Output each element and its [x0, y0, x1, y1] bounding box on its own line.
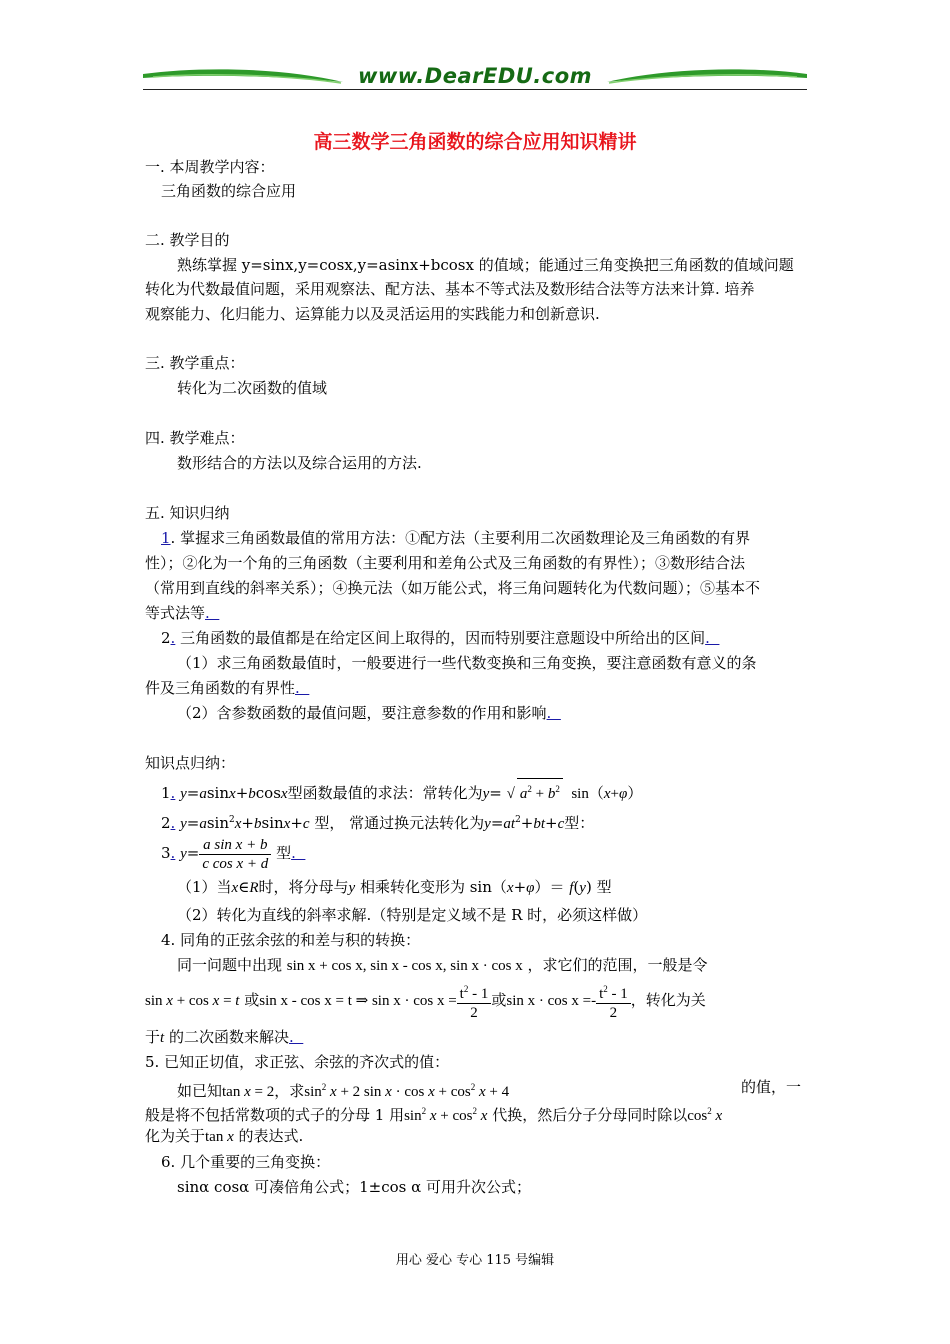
link-marker[interactable]: . [170, 814, 176, 832]
knowledge-item-3-sub-1: （1）当x∈R时，将分母与y 相乘转化变形为 sin（x+φ）＝ f(y) 型 [177, 878, 612, 896]
section-2-line-2: 转化为代数最值问题，采用观察法、配方法、基本不等式法及数形结合法等方法来计算. 培养 [145, 280, 755, 298]
knowledge-item-4-line-3: 于t 的二次函数来解决. [145, 1028, 304, 1046]
knowledge-item-4-line-1: 同一问题中出现 sin x + cos x, sin x - cos x, sin x · cos x ，求它们的范围，一般是令 [177, 956, 708, 974]
page-footer: 用心 爱心 专心 115 号编辑 [395, 1253, 555, 1268]
header-rule [143, 89, 807, 90]
knowledge-item-4-line-2: sin x + cos x = t 或sin x - cos x = t ⇒ sin x · cos x = $\frac{t^2 - 1}{2}$ 或sin x · cos x =- $\frac{t^2 - 1}{2}$ ，转化为关 [145, 980, 706, 1018]
link-marker[interactable]: . [291, 844, 306, 862]
section-5-para-2a-line-2: 件及三角函数的有界性. [145, 679, 310, 697]
section-5-para-1-line-1: 1. 掌握求三角函数最值的常用方法：①配方法（主要利用二次函数理论及三角函数的有界 [161, 529, 751, 547]
knowledge-item-5-line-3: 化为关于tan x 的表达式. [145, 1127, 304, 1145]
fraction: $\frac{\text{a sin x + b}}{\text{c cos x + d}}$ [199, 836, 271, 873]
section-5-para-1-line-4: 等式法等. [145, 604, 220, 622]
knowledge-item-6: 6. 几个重要的三角变换： [161, 1153, 331, 1171]
section-4-heading: 四. 教学难点： [145, 429, 245, 447]
link-marker[interactable]: . [170, 784, 176, 802]
section-1-body: 三角函数的综合应用 [161, 182, 297, 200]
section-2-heading: 二. 教学目的 [145, 231, 230, 249]
link-marker[interactable]: . [546, 704, 561, 722]
link-marker[interactable]: 1 [161, 529, 171, 547]
section-5-heading: 五. 知识归纳 [145, 504, 230, 522]
sqrt-expr: √ $a^2 + b^2$ [507, 786, 563, 802]
knowledge-item-3-sub-2: （2）转化为直线的斜率求解.（特别是定义域不是 R 时，必须这样做） [177, 906, 648, 924]
section-5-para-2b: （2）含参数函数的最值问题，要注意参数的作用和影响. [177, 704, 561, 722]
knowledge-item-5: 5. 已知正切值，求正弦、余弦的齐次式的值： [145, 1053, 450, 1071]
section-5-para-2a-line-1: （1）求三角函数最值时，一般要进行一些代数变换和三角变换，要注意函数有意义的条 [177, 654, 757, 672]
section-5-para-1-line-2: 性）；②化为一个角的三角函数（主要利用和差角公式及三角函数的有界性）；③数形结合法 [145, 554, 746, 572]
section-5-para-2: 2. 三角函数的最值都是在给定区间上取得的，因而特别要注意题设中所给出的区间. [161, 629, 720, 647]
knowledge-item-5-line-1: 如已知tan x = 2，求$\sin^2 x + 2$ $\sin x \cdot \cos x + \cos^2 x + 4$ 的值，一 [177, 1078, 802, 1100]
section-5-para-1-line-3: （常用到直线的斜率关系）；④换元法（如万能公式，将三角问题转化为代数问题）；⑤基本不 [145, 579, 761, 597]
knowledge-item-1: 1. y=asinx+bcosx型函数最值的求法：常转化为y= √ $a^2 + b^2$ sin（x+φ） [161, 778, 642, 804]
site-logo: www.DearEDU.com [357, 64, 593, 88]
knowledge-item-5-line-2: 般是将不包括常数项的式子的分母 1 用$\sin^2 x + \cos^2 x$ 代换，然后分子分母同时除以$\cos^2 x$ [145, 1106, 723, 1124]
page-header [143, 60, 807, 96]
fraction: $\frac{t^2 - 1}{2}$ [596, 980, 631, 1022]
knowledge-item-6-line-1: sinα cosα 可凑倍角公式；1±cos α 可用升次公式； [177, 1178, 531, 1196]
header-swoosh-right [607, 66, 807, 86]
knowledge-item-3: 3. y= $\frac{\text{a sin x + b}}{\text{c cos x + d}}$ 型. [161, 836, 306, 872]
link-marker[interactable]: . [170, 629, 176, 647]
link-marker[interactable]: . [288, 1028, 304, 1046]
link-marker[interactable]: . [170, 844, 176, 862]
section-2-line-3: 观察能力、化归能力、运算能力以及灵活运用的实践能力和创新意识. [145, 305, 600, 323]
fraction: $\frac{t^2 - 1}{2}$ [457, 980, 492, 1022]
section-4-body: 数形结合的方法以及综合运用的方法. [177, 454, 422, 472]
section-1-heading: 一. 本周教学内容： [145, 158, 275, 176]
knowledge-heading: 知识点归纳： [145, 754, 236, 772]
link-marker[interactable]: . [205, 604, 220, 622]
section-3-heading: 三. 教学重点： [145, 354, 245, 372]
section-2-line-1: 熟练掌握 y=sinx,y=cosx,y=asinx+bcosx 的值域；能通过三角变换把三角函数的值域问题 [177, 256, 794, 274]
link-marker[interactable]: . [705, 629, 720, 647]
knowledge-item-4: 4. 同角的正弦余弦的和差与积的转换： [161, 931, 421, 949]
link-marker[interactable]: . [295, 679, 310, 697]
knowledge-item-2: 2. y=asin$^2$x+bsinx+c 型， 常通过换元法转化为$y=at^2+bt+c$型： [161, 814, 595, 832]
page-title: 高三数学三角函数的综合应用知识精讲 [313, 131, 637, 153]
section-3-body: 转化为二次函数的值域 [177, 379, 328, 397]
